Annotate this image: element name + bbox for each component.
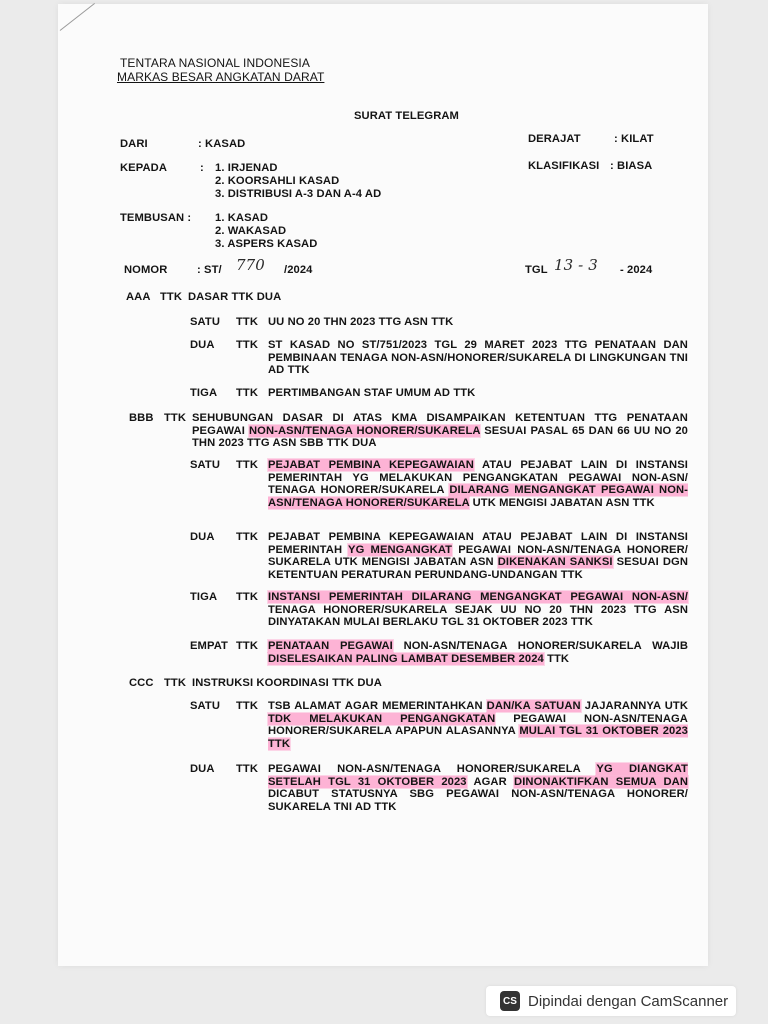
highlighted-text: YG MENGANGKAT	[348, 543, 453, 556]
text-run: SESUAI DGN KETENTUAN PERATURAN PERUNDANG-UNDANGAN TTK	[268, 556, 688, 581]
highlighted-text: DILARANG MENGANGKAT PEGAWAI NON-ASN/TENAGA HONORER/SUKARELA	[268, 484, 689, 509]
item-number: DUA	[190, 763, 215, 775]
document-type: SURAT TELEGRAM	[354, 110, 459, 122]
item-number: EMPAT	[190, 640, 228, 652]
nomor-prefix: : ST/	[197, 264, 222, 276]
text-run: PEGAWAI NON-ASN/TENAGA HONORER/SUKARELA APAPUN ALASANNYA	[268, 712, 688, 738]
item-text	[268, 700, 688, 750]
highlighted-text: DAN/KA SATUAN	[486, 700, 581, 712]
text-run: PEGAWAI NON-ASN/TENAGA HONORER/ SUKARELA UTK MENGISI JABATAN ASN	[268, 543, 688, 569]
kepada-item: 3. DISTRIBUSI A-3 DAN A-4 AD	[215, 188, 382, 200]
org-line-2: MARKAS BESAR ANGKATAN DARAT	[117, 70, 325, 84]
text-run: SESUAI PASAL 65 DAN 66 UU NO 20 THN 2023 TTG ASN SBB TTK DUA	[192, 424, 688, 450]
section-heading: INSTRUKSI KOORDINASI TTK DUA	[192, 677, 382, 689]
item-text	[268, 591, 688, 629]
tgl-suffix: - 2024	[620, 264, 653, 276]
section-paragraph	[192, 412, 688, 450]
item-number: SATU	[190, 316, 221, 328]
item-ttk: TTK	[236, 339, 259, 351]
item-text	[268, 763, 688, 813]
item-ttk: TTK	[236, 591, 259, 603]
tembusan-label: TEMBUSAN :	[120, 212, 192, 224]
tembusan-item: 3. ASPERS KASAD	[215, 238, 318, 250]
highlighted-text: DINONAKTIFKAN SEMUA DAN	[514, 775, 688, 788]
tembusan-item: 2. WAKASAD	[215, 225, 287, 237]
item-ttk: TTK	[236, 763, 259, 775]
section-code: CCC	[129, 677, 154, 689]
section-ttk: TTK	[164, 412, 187, 424]
dari-value: : KASAD	[198, 138, 246, 150]
highlighted-text: MULAI TGL 31 OKTOBER 2023 TTK	[268, 725, 688, 750]
text-run: PEGAWAI NON-ASN/TENAGA HONORER/SUKARELA	[268, 763, 597, 775]
camscanner-badge	[486, 986, 736, 1016]
highlighted-text: PENATAAN PEGAWAI	[268, 640, 393, 652]
text-run: SEHUBUNGAN DASAR DI ATAS KMA DISAMPAIKAN KETENTUAN TTG PENATAAN PEGAWAI	[192, 412, 688, 437]
tembusan-item: 1. KASAD	[215, 212, 269, 224]
derajat-label: DERAJAT	[528, 133, 581, 145]
text-run: PEJABAT PEMBINA KEPEGAWAIAN ATAU PEJABAT LAIN DI INSTANSI PEMERINTAH	[268, 531, 688, 556]
item-ttk: TTK	[236, 459, 259, 471]
item-text	[268, 459, 688, 509]
section-ttk: TTK	[164, 677, 187, 689]
section-heading: DASAR TTK DUA	[188, 291, 282, 303]
section-code: BBB	[129, 412, 154, 424]
item-number: DUA	[190, 531, 215, 543]
highlighted-text: TDK MELAKUKAN PENGANGKATAN	[268, 712, 496, 725]
nomor-suffix: /2024	[284, 264, 313, 276]
item-text	[268, 640, 688, 665]
item-number: DUA	[190, 339, 215, 351]
text-run: TENAGA HONORER/SUKARELA SEJAK UU NO 20 THN 2023 TTG ASN DINYATAKAN MULAI BERLAKU TGL 31 OKTOBER 2023 TTK	[268, 603, 688, 629]
org-line-1: TENTARA NASIONAL INDONESIA	[120, 56, 310, 70]
item-number: TIGA	[190, 591, 218, 603]
highlighted-text: DISELESAIKAN PALING LAMBAT DESEMBER 2024	[268, 652, 544, 665]
tgl-handwritten: 13 - 3	[554, 256, 598, 274]
text-run: DICABUT STATUSNYA SBG PEGAWAI NON-ASN/TENAGA HONORER/ SUKARELA TNI AD TTK	[268, 788, 688, 813]
item-text: PERTIMBANGAN STAF UMUM AD TTK	[268, 387, 476, 399]
highlighted-text: PEJABAT PEMBINA KEPEGAWAIAN	[268, 459, 474, 471]
section-code: AAA	[126, 291, 151, 303]
klasifikasi-value: : BIASA	[610, 160, 653, 172]
text-run: AGAR	[466, 775, 515, 788]
text-run: ATAU PEJABAT LAIN DI INSTANSI PEMERINTAH YG MELAKUKAN PENGANGKATAN PEGAWAI NON-ASN/ TENAGA HONORER/SUKARELA	[268, 459, 688, 497]
item-number: TIGA	[190, 387, 218, 399]
item-ttk: TTK	[236, 316, 259, 328]
item-ttk: TTK	[236, 700, 259, 712]
camscanner-icon: CS	[500, 991, 520, 1011]
section-ttk: TTK	[160, 291, 183, 303]
kepada-item: 1. IRJENAD	[215, 162, 278, 174]
klasifikasi-label: KLASIFIKASI	[528, 160, 600, 172]
item-text: UU NO 20 THN 2023 TTG ASN TTK	[268, 316, 454, 328]
kepada-label: KEPADA	[120, 162, 168, 174]
item-number: SATU	[190, 700, 221, 712]
highlighted-text: NON-ASN/TENAGA HONORER/SUKARELA	[248, 424, 481, 437]
item-number: SATU	[190, 459, 221, 471]
tgl-label: TGL	[525, 264, 548, 276]
text-run: NON-ASN/TENAGA HONORER/SUKARELA WAJIB	[392, 640, 689, 652]
highlighted-text: DIKENAKAN SANKSI	[497, 556, 613, 569]
item-text	[268, 531, 688, 581]
text-run: UTK MENGISI JABATAN ASN TTK	[469, 496, 655, 509]
text-run: TTK	[543, 652, 570, 665]
highlighted-text: YG DIANGKAT SETELAH TGL 31 OKTOBER 2023	[268, 763, 688, 788]
nomor-label: NOMOR	[124, 264, 168, 276]
nomor-handwritten: 770	[236, 256, 265, 274]
camscanner-label: Dipindai dengan CamScanner	[528, 992, 729, 1010]
item-ttk: TTK	[236, 531, 259, 543]
item-ttk: TTK	[236, 387, 259, 399]
item-text: ST KASAD NO ST/751/2023 TGL 29 MARET 2023 TTG PENATAAN DAN PEMBINAAN TENAGA NON-ASN/HONORER/SUKARELA DI LINGKUNGAN TNI AD TTK	[268, 339, 688, 377]
text-run: TSB ALAMAT AGAR MEMERINTAHKAN	[268, 700, 487, 712]
highlighted-text: INSTANSI PEMERINTAH DILARANG MENGANGKAT PEGAWAI NON-ASN/	[268, 591, 688, 603]
derajat-value: : KILAT	[614, 133, 654, 145]
text-run: JAJARANNYA UTK	[580, 700, 688, 712]
dari-label: DARI	[120, 138, 148, 150]
kepada-colon: :	[200, 162, 204, 174]
kepada-item: 2. KOORSAHLI KASAD	[215, 175, 340, 187]
item-ttk: TTK	[236, 640, 259, 652]
